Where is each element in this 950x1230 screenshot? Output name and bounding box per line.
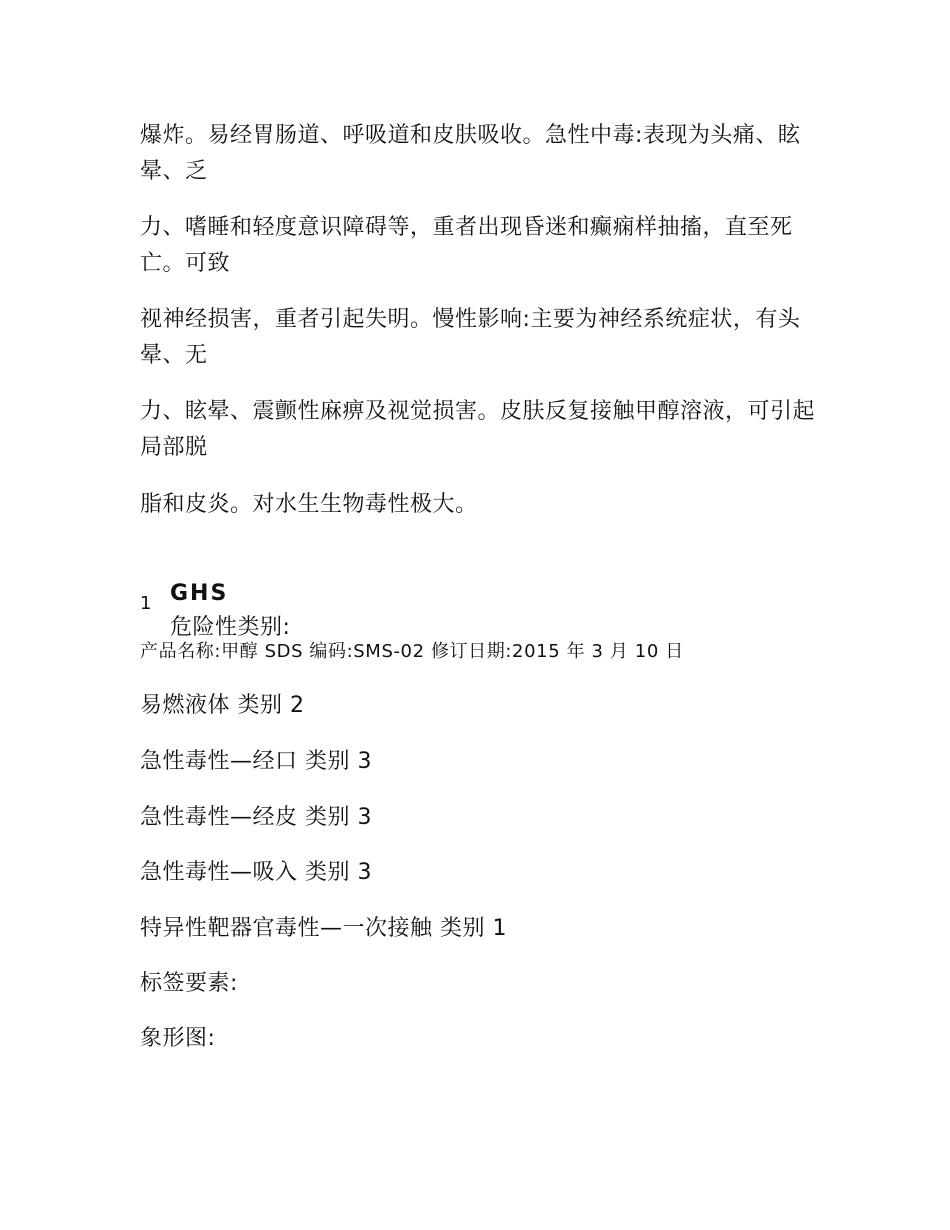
page-number: 1 — [140, 593, 153, 614]
hazard-class-item: 急性毒性—吸入 类别 3 — [140, 860, 372, 885]
paragraph-line: 力、眩晕、震颤性麻痹及视觉损害。皮肤反复接触甲醇溶液，可引起局部脱 — [140, 399, 816, 460]
hazard-class-item: 特异性靶器官毒性—一次接触 类别 1 — [140, 916, 507, 941]
ghs-heading-text: 危险性类别: — [169, 615, 291, 640]
paragraph-line: 脂和皮炎。对水生生物毒性极大。 — [140, 492, 478, 517]
paragraph-line: 力、嗜睡和轻度意识障碍等，重者出现昏迷和癫痫样抽搐，直至死亡。可致 — [140, 215, 793, 276]
document-header-info: 产品名称:甲醇 SDS 编码:SMS-02 修订日期:2015 年 3 月 10 日 — [140, 641, 684, 662]
hazard-class-item: 易燃液体 类别 2 — [140, 693, 305, 718]
pictogram-heading: 象形图: — [140, 1026, 216, 1051]
hazard-class-item: 急性毒性—经皮 类别 3 — [140, 805, 372, 830]
label-elements-heading: 标签要素: — [140, 971, 238, 996]
paragraph-line: 视神经损害，重者引起失明。慢性影响:主要为神经系统症状，有头晕、无 — [140, 307, 801, 368]
hazard-class-item: 急性毒性—经口 类别 3 — [140, 749, 372, 774]
ghs-heading-abbr: GHS — [169, 581, 229, 606]
paragraph-line: 爆炸。易经胃肠道、呼吸道和皮肤吸收。急性中毒:表现为头痛、眩晕、乏 — [140, 123, 801, 184]
